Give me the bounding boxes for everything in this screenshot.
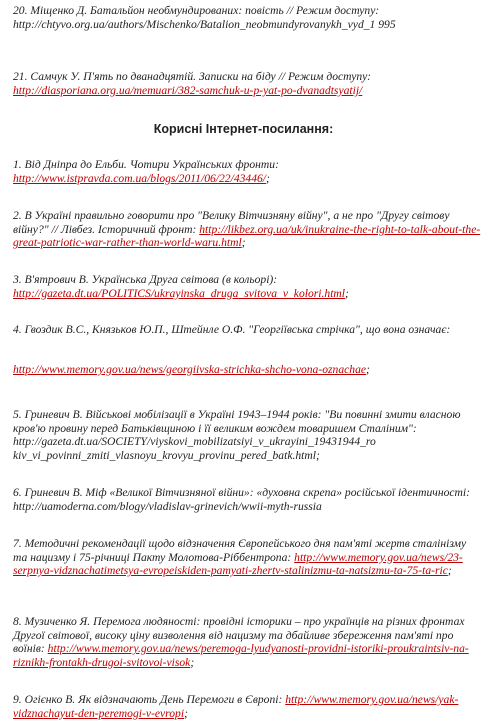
link-item-text: 3. В'ятрович В. Українська Друга світова (в кольорі): <box>13 273 278 286</box>
link-item-url[interactable]: http://gazeta.dt.ua/POLITICS/ukrayinska_druga_svitova_v_kolori.html <box>13 286 346 300</box>
link-item-7 <box>13 537 481 578</box>
link-item-text: 8. Музиченко Я. Перемога людяності: провідні історики – про українців на різних фронтах Другої світової, високу ціну визволення від нацизму та дбайливе збереження пам'яті про воїнів: <box>13 615 465 656</box>
link-item-text: 4. Гвоздик В.С., Князьков Ю.П., Штейнле О.Ф. "Георгіївська стрічка", що вона означає: <box>13 323 451 336</box>
link-item-text: 5. Гриневич В. Військові мобілізації в Україні 1943–1944 років: "Ви повинні змити власною кров'ю провину перед Батьківщиною і її великим вождем товаришем Сталіним": <box>13 408 461 435</box>
link-item-url: http://uamoderna.com/blogy/vladislav-grinevich/wwii-myth-russia <box>13 499 322 513</box>
link-item-4 <box>13 323 481 376</box>
link-item-tail: ; <box>241 236 246 250</box>
link-item-url[interactable]: http://www.memory.gov.ua/news/georgiivska-strichka-shcho-vona-oznachae <box>13 362 367 376</box>
link-item-text: 2. В Україні правильно говорити про "Велику Вітчизняну війну", а не про "Другу світову війну?" // Лівбез. Історичний фронт: <box>13 209 450 236</box>
link-item-2 <box>13 209 481 250</box>
link-item-url: http://gazeta.dt.ua/SOCIETY/viyskovi_mobilizatsiyi_v_ukrayini_19431944_ro kiv_vi_povinni_zmiti_vlasnoyu_krovyu_provinu_pered_batk.html <box>13 435 376 462</box>
link-item-url[interactable]: http://www.memory.gov.ua/news/yak-vidznachayut-den-peremogi-v-evropi <box>13 693 459 720</box>
link-item-url[interactable]: http://www.memory.gov.ua/news/peremoga-lyudyanosti-providni-istoriki-proukraintsiv-na-riznikh-frontakh-drugoi-svitovoi-visok <box>13 642 469 669</box>
reference-text: 21. Самчук У. П'ять по дванадцятій. Записки на біду // Режим доступу: <box>13 70 372 83</box>
link-item-text: 7. Методичні рекомендації щодо відзначення Європейського дня пам'яті жертв сталінізму та нацизму і 75-річниці Пакту Молотова-Ріббентропа: <box>13 537 467 564</box>
link-item-9 <box>13 693 481 720</box>
link-item-8 <box>13 615 481 669</box>
link-item-tail: ; <box>266 171 270 185</box>
link-item-tail: ; <box>190 655 195 669</box>
section-heading: Корисні Інтернет-посилання: <box>153 122 334 136</box>
reference-url: http://chtyvo.org.ua/authors/Mischenko/Batalion_neobmundyrovanykh_vyd_1 995 <box>13 17 396 31</box>
link-item-tail: ; <box>345 286 349 300</box>
link-item-tail: ; <box>366 362 370 376</box>
link-item-url[interactable]: http://likbez.org.ua/uk/inukraine-the-right-to-talk-about-the-great-patriotic-war-rather-than-world-waru.html <box>13 222 481 250</box>
link-item-text: 1. Від Дніпра до Ельби. Чотири Українських фронти: <box>13 158 279 171</box>
reference-link[interactable]: http://diasporiana.org.ua/memuari/382-samchuk-u-p-yat-po-dvanadtsyatij/ <box>13 83 363 97</box>
link-item-text: 6. Гриневич В. Міф «Великої Вітчизняної війни»: «духовна скрепа» російської ідентичності: <box>13 486 470 499</box>
reference-21 <box>13 70 481 97</box>
link-item-6 <box>13 486 481 513</box>
link-item-5 <box>13 408 481 462</box>
link-item-tail: ; <box>447 564 452 578</box>
reference-20 <box>13 4 481 31</box>
link-item-tail: ; <box>315 448 320 462</box>
link-item-url[interactable]: http://www.memory.gov.ua/news/23-serpnya-vidznachatimetsya-evropeiskiden-pamyati-zhertv-stalinizmu-ta-natsizmu-ta-75-ta-ric <box>13 550 463 578</box>
link-item-url[interactable]: http://www.istpravda.com.ua/blogs/2011/06/22/43446/ <box>13 171 267 185</box>
link-item-tail: ; <box>184 706 188 720</box>
link-item-text: 9. Огієнко В. Як відзначають День Перемоги в Європі: <box>13 693 283 706</box>
reference-text: 20. Міщенко Д. Батальйон необмундированих: повість // Режим доступу: <box>13 4 380 17</box>
link-item-3 <box>13 273 481 300</box>
link-item-1 <box>13 158 481 185</box>
